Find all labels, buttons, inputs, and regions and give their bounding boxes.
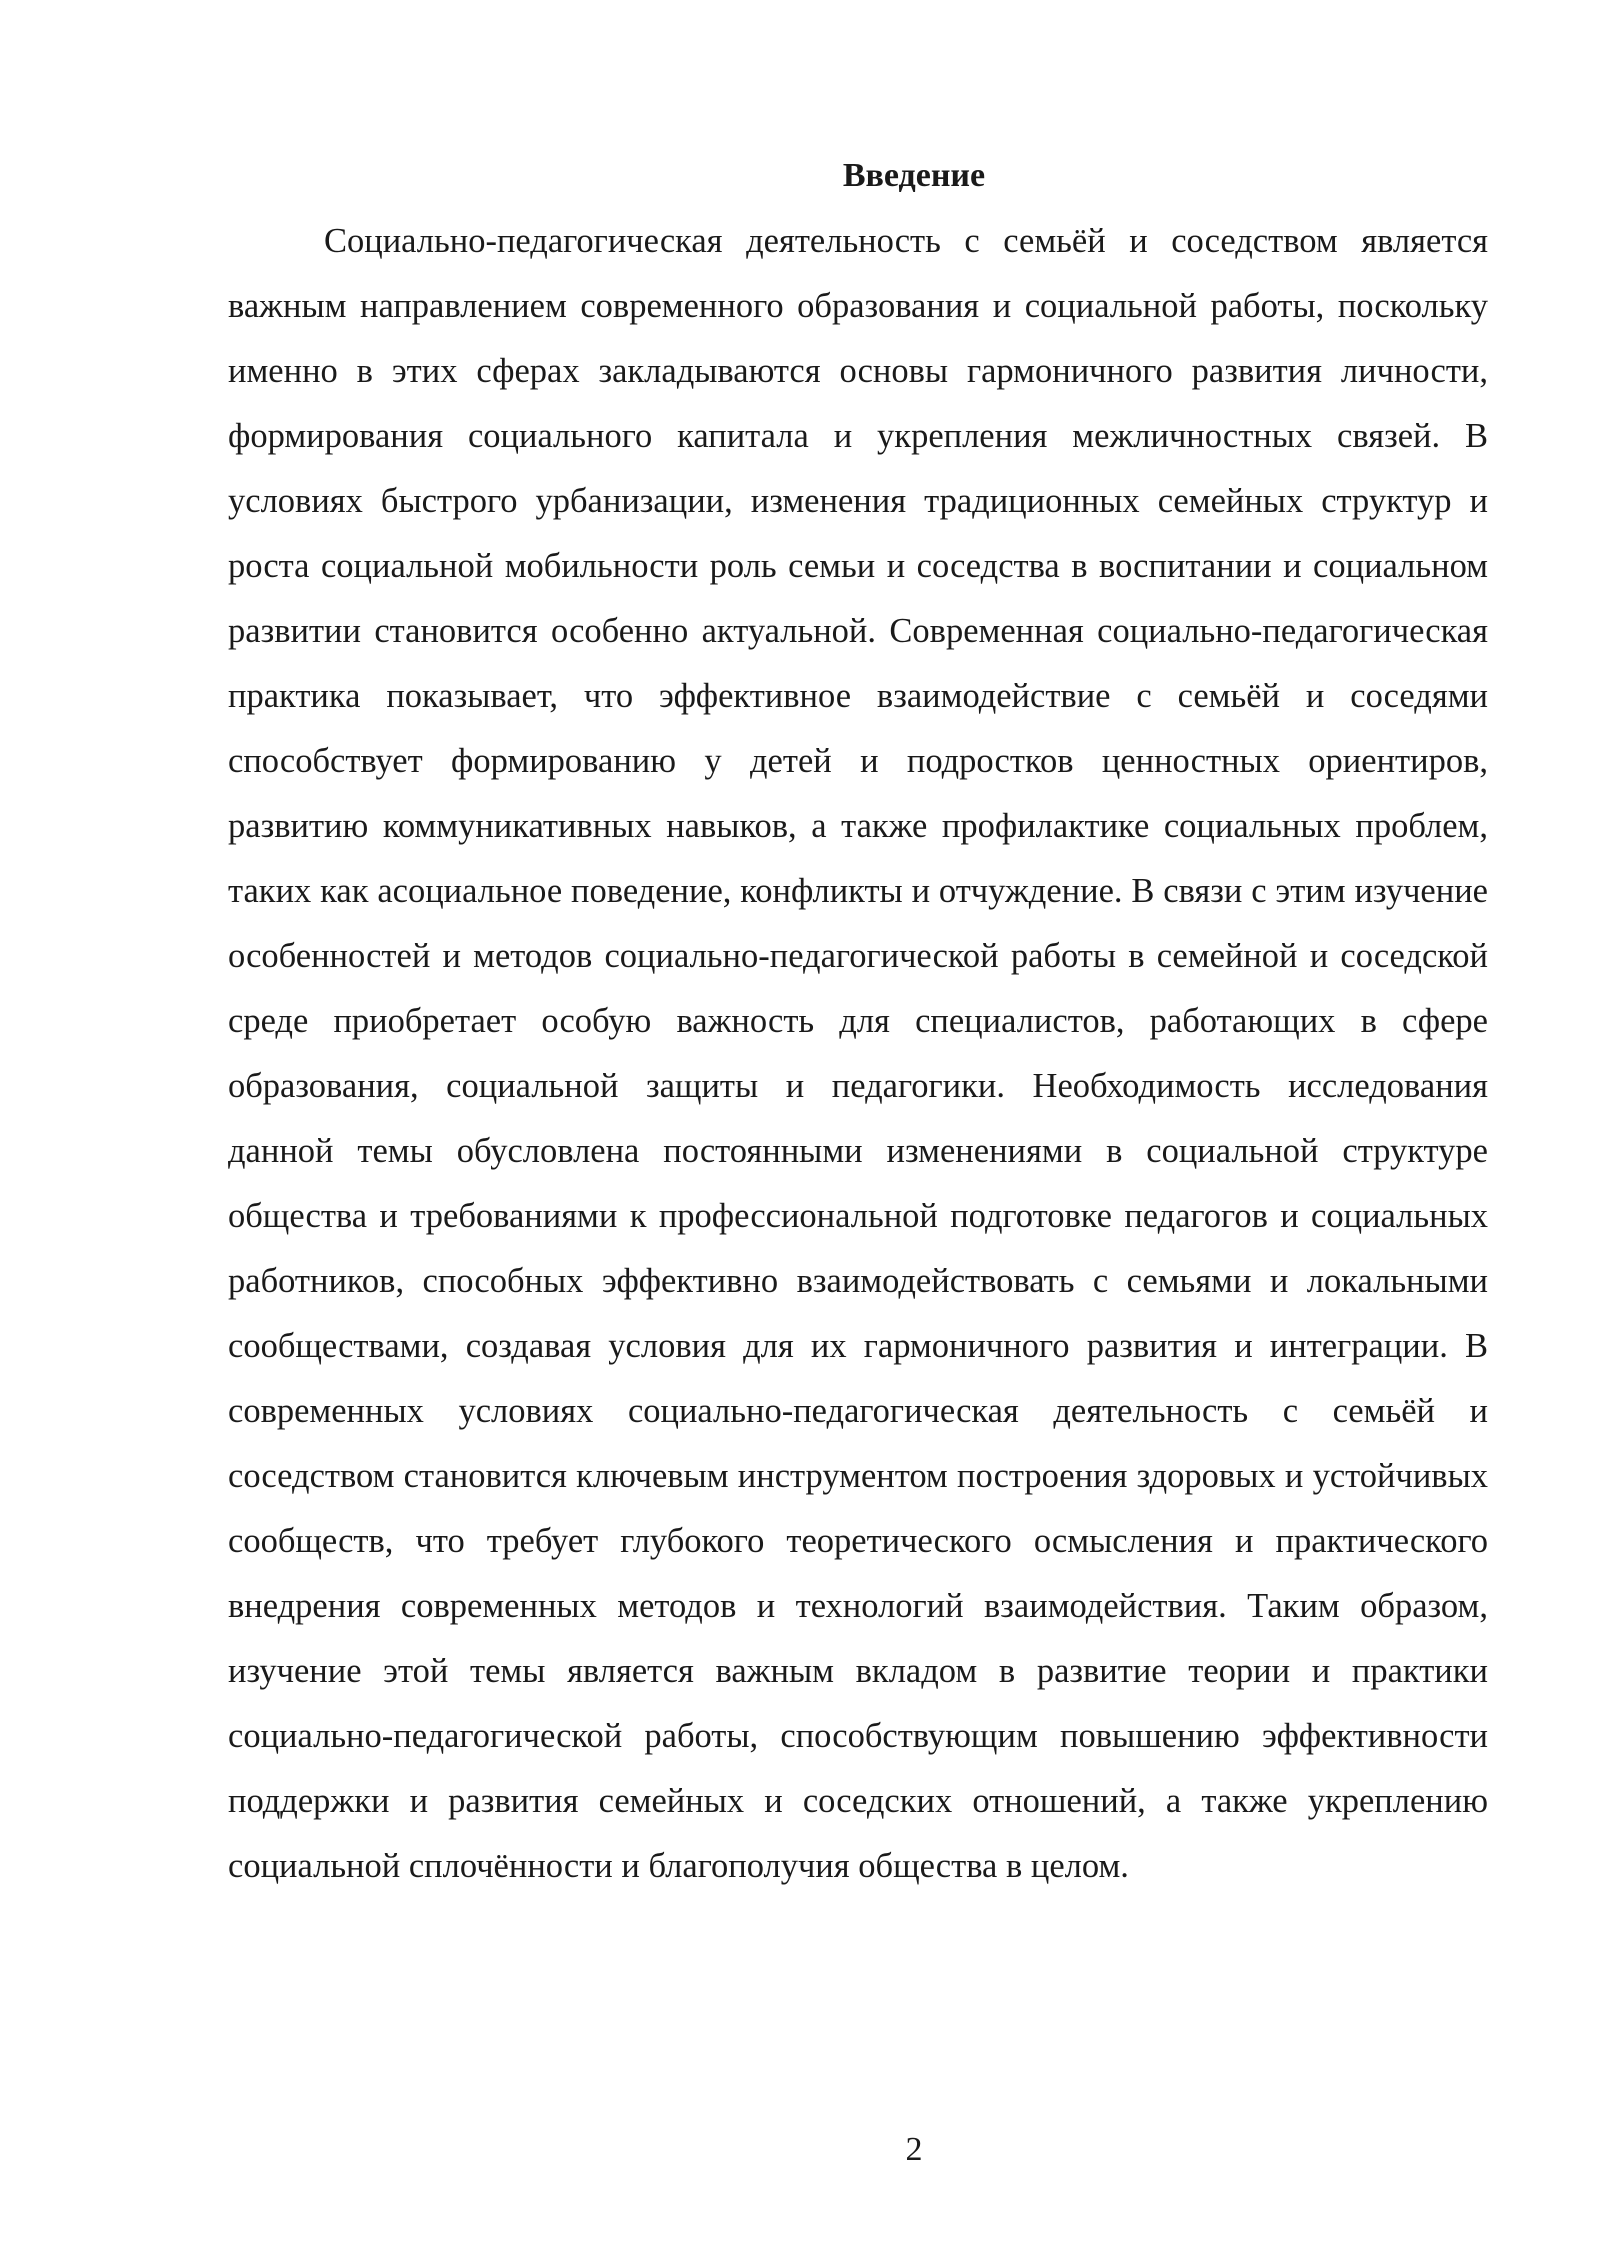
page-title: Введение [842, 157, 986, 194]
body-paragraph: Социально-педагогическая деятельность с семьёй и соседством является важным направлением современного образования и социальной работы, поскольку именно в этих сферах закладываются основы гармоничного развития личности, формирования социального капитала и укрепления межличностных связей. В условиях быстрого урбанизации, изменения традиционных семейных структур и роста социальной мобильности роль семьи и соседства в воспитании и социальном развитии становится особенно актуальной. Современная социально-педагогическая практика показывает, что эффективное взаимодействие с семьёй и соседями способствует формированию у детей и подростков ценностных ориентиров, развитию коммуникативных навыков, а также профилактике социальных проблем, таких как асоциальное поведение, конфликты и отчуждение. В связи с этим изучение особенностей и методов социально-педагогической работы в семейной и соседской среде приобретает особую важность для специалистов, работающих в сфере образования, социальной защиты и педагогики. Необходимость исследования данной темы обусловлена постоянными изменениями в социальной структуре общества и требованиями к профессиональной подготовке педагогов и социальных работников, способных эффективно взаимодействовать с семьями и локальными сообществами, создавая условия для их гармоничного развития и интеграции. В современных условиях социально-педагогическая деятельность с семьёй и соседством становится ключевым инструментом построения здоровых и устойчивых сообществ, что требует глубокого теоретического осмысления и практического внедрения современных методов и технологий взаимодействия. Таким образом, изучение этой темы является важным вкладом в развитие теории и практики социально-педагогической работы, способствующим повышению эффективности поддержки и развития семейных и соседских отношений, а также укреплению социальной сплочённости и благополучия общества в целом. [228, 222, 1488, 1885]
page-number: 2 [905, 2131, 923, 2168]
